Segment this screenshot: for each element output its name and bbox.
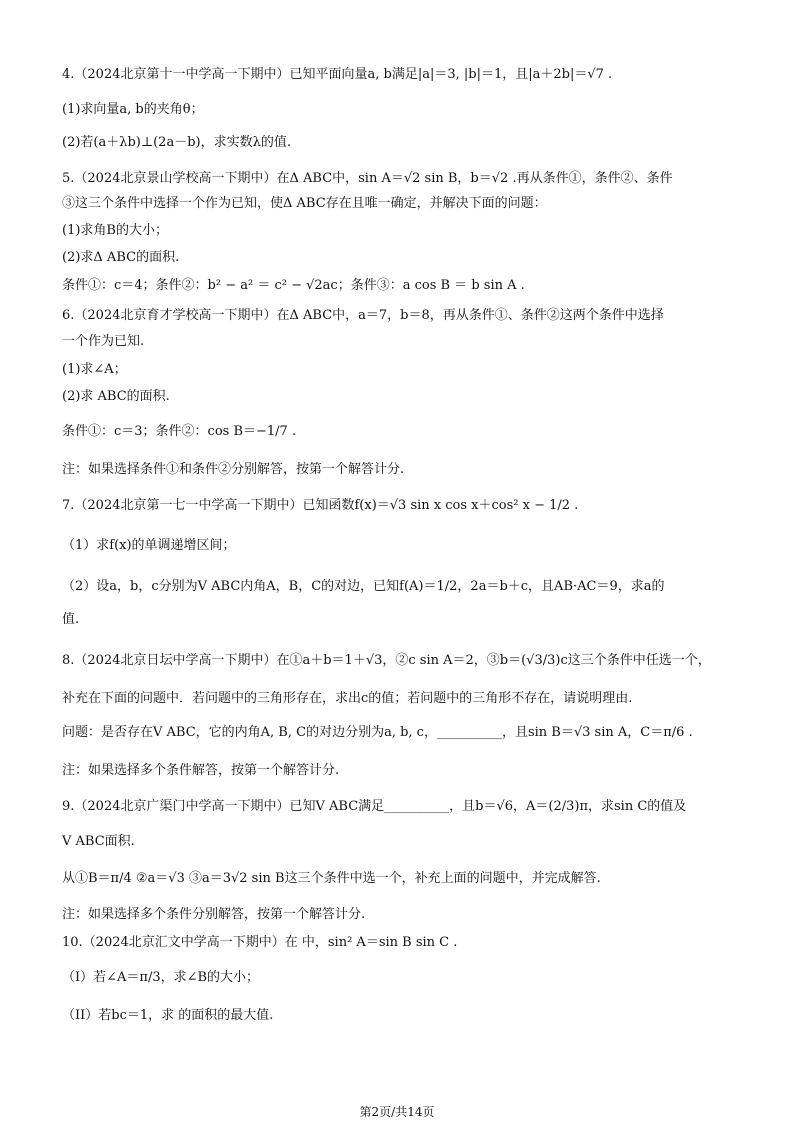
page-number: 第2页/共14页 [359, 1105, 435, 1119]
problem-4-statement: 4.（2024北京第十一中学高一下期中）已知平面向量a, b满足|a|＝3, |b|＝1，且|a＋2b|＝√7 . [62, 67, 613, 82]
problem-6-statement-cont: 一个作为已知. [62, 334, 145, 349]
problem-5-part-2: (2)求Δ ABC的面积. [62, 250, 180, 265]
problem-8-statement-cont: 补充在下面的问题中．若问题中的三角形存在，求出c的值；若问题中的三角形不存在，请说明理由. [62, 691, 633, 706]
problem-6-statement: 6.（2024北京育才学校高一下期中）在Δ ABC中，a＝7，b＝8，再从条件①、条件②这两个条件中选择 [62, 308, 664, 323]
problem-9-statement-cont: V ABC面积. [62, 834, 135, 849]
problem-7-part-2-cont: 值. [62, 612, 80, 627]
problem-6-conditions: 条件①：c＝3；条件②：cos B＝−1/7 . [62, 424, 297, 439]
problem-9-statement: 9.（2024北京广渠门中学高一下期中）已知V ABC满足__________，且b＝√6，A＝(2/3)π，求sin C的值及 [62, 799, 687, 814]
problem-4-part-2: (2)若(a＋λb)⊥(2a－b)，求实数λ的值. [62, 135, 291, 150]
problem-5-statement-cont: ③这三个条件中选择一个作为已知，使Δ ABC存在且唯一确定，并解决下面的问题： [62, 196, 547, 211]
problem-5-statement: 5.（2024北京景山学校高一下期中）在Δ ABC中，sin A＝√2 sin B，b＝√2 .再从条件①，条件②、条件 [62, 171, 673, 186]
problem-4-part-1: (1)求向量a, b的夹角θ； [62, 102, 204, 117]
problem-9-note: 注：如果选择多个条件分别解答，按第一个解答计分. [62, 907, 366, 922]
problem-6-note: 注：如果选择条件①和条件②分别解答，按第一个解答计分. [62, 462, 405, 477]
problem-8-question: 问题：是否存在V ABC，它的内角A, B, C的对边分别为a, b, c，__________，且sin B＝√3 sin A，C＝π/6 . [62, 725, 693, 740]
problem-6-part-1: (1)求∠A； [62, 362, 127, 377]
problem-9-options: 从①B＝π/4 ②a＝√3 ③a＝3√2 sin B这三个条件中选一个，补充上面的问题中，并完成解答. [62, 871, 601, 886]
problem-7-statement: 7.（2024北京第一七一中学高一下期中）已知函数f(x)＝√3 sin x cos x＋cos² x − 1/2 . [62, 498, 579, 513]
problem-10-part-2: （II）若bc＝1，求 的面积的最大值. [62, 1008, 274, 1023]
problem-6-part-2: (2)求 ABC的面积. [62, 389, 170, 404]
problem-8-statement: 8.（2024北京日坛中学高一下期中）在①a＋b＝1＋√3，②c sin A＝2，③b＝(√3/3)c这三个条件中任选一个， [62, 653, 711, 668]
problem-5-part-1: (1)求角B的大小； [62, 223, 168, 238]
problem-7-part-2: （2）设a，b，c分别为V ABC内角A，B，C的对边，已知f(A)＝1/2，2a＝b＋c，且AB·AC＝9，求a的 [62, 579, 665, 594]
problem-10-statement: 10.（2024北京汇文中学高一下期中）在 中，sin² A＝sin B sin C . [62, 935, 458, 950]
problem-8-note: 注：如果选择多个条件解答，按第一个解答计分. [62, 763, 340, 778]
problem-10-part-1: （I）若∠A＝π/3，求∠B的大小； [62, 970, 260, 985]
problem-5-conditions: 条件①：c＝4；条件②：b² − a² ＝ c² − √2ac；条件③：a cos B ＝ b sin A . [62, 278, 525, 293]
problem-7-part-1: （1）求f(x)的单调递增区间； [62, 538, 236, 553]
